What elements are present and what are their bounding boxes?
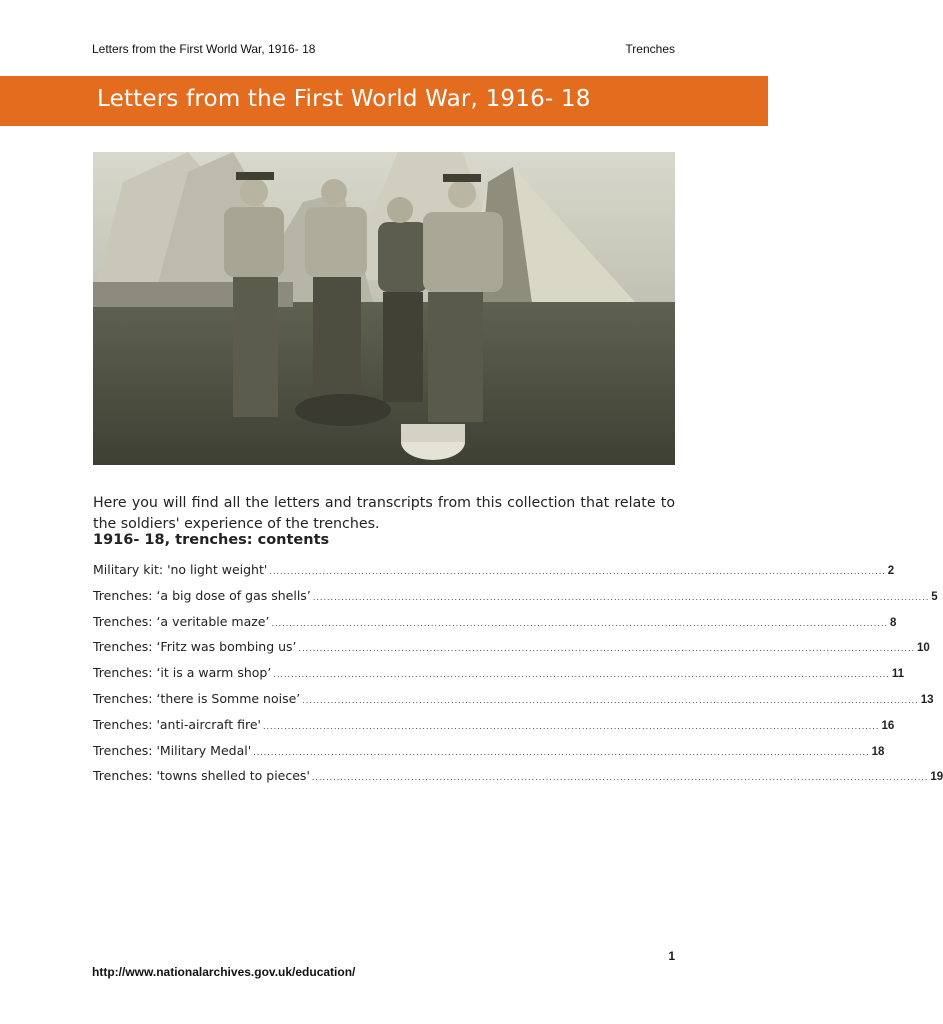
toc-entry[interactable] [93,613,897,640]
toc-leader-dots: .............................................................................................................................................................................. [311,773,929,783]
title-banner [0,76,768,126]
toc-entry-page: 13 [920,693,934,706]
toc-entry-label: Trenches: 'anti-aircraft fire' [93,716,261,732]
toc-entry[interactable] [93,742,885,769]
contents-heading: 1916- 18, trenches: contents [93,532,330,548]
toc-entry-page: 19 [930,771,943,784]
toc-entry-label: Military kit: 'no light weight' [93,562,268,577]
toc-entry-label: Trenches: ‘a big dose of gas shells’ [93,587,311,603]
section-label: Trenches [625,42,675,56]
soldiers-photo-illustration [93,152,675,465]
toc-entry-label: Trenches: ‘Fritz was bombing us’ [93,639,297,655]
page-number: 1 [668,949,675,963]
toc-entry[interactable] [93,639,930,665]
toc-entry-label: Trenches: ‘there is Somme noise’ [93,690,301,706]
toc-entry[interactable] [93,716,895,743]
toc-leader-dots: .............................................................................................................................................................................. [273,670,890,680]
banner-title: Letters from the First World War, 1916- 18 [97,86,591,112]
toc-entry[interactable] [93,665,904,691]
toc-entry-page: 8 [889,616,897,629]
intro-paragraph: Here you will find all the letters and transcripts from this collection that relate to the soldiers' experience of the trenches. [93,495,675,533]
toc-entry-page: 18 [871,745,885,758]
footer-url[interactable]: http://www.nationalarchives.gov.uk/education/ [92,965,356,979]
toc-entry-label: Trenches: ‘it is a warm shop’ [93,665,272,681]
toc-entry-page: 11 [891,668,904,681]
toc-leader-dots: .............................................................................................................................................................................. [302,695,919,705]
toc-entry[interactable] [93,562,895,588]
toc-leader-dots: .............................................................................................................................................................................. [253,747,870,757]
toc-leader-dots: .............................................................................................................................................................................. [312,592,930,602]
toc-entry[interactable] [93,768,943,794]
toc-entry[interactable] [93,587,938,614]
toc-leader-dots: .............................................................................................................................................................................. [269,567,886,576]
toc-entry-page: 16 [881,719,895,732]
toc-entry-label: Trenches: 'Military Medal' [93,742,252,758]
toc-entry-label: Trenches: ‘a veritable maze’ [93,613,270,629]
toc-entry-page: 10 [917,642,930,655]
toc-entry-page: 2 [887,565,895,577]
toc-leader-dots: .............................................................................................................................................................................. [298,644,916,654]
toc-entry[interactable] [93,690,934,717]
running-header [92,42,675,56]
toc-leader-dots: .............................................................................................................................................................................. [262,721,880,731]
toc-leader-dots: .............................................................................................................................................................................. [271,618,888,628]
toc-entry-page: 5 [931,590,938,603]
soldiers-photo [93,152,675,465]
running-title: Letters from the First World War, 1916- 18 [92,42,316,56]
table-of-contents [93,562,943,794]
toc-entry-label: Trenches: 'towns shelled to pieces' [93,768,310,784]
